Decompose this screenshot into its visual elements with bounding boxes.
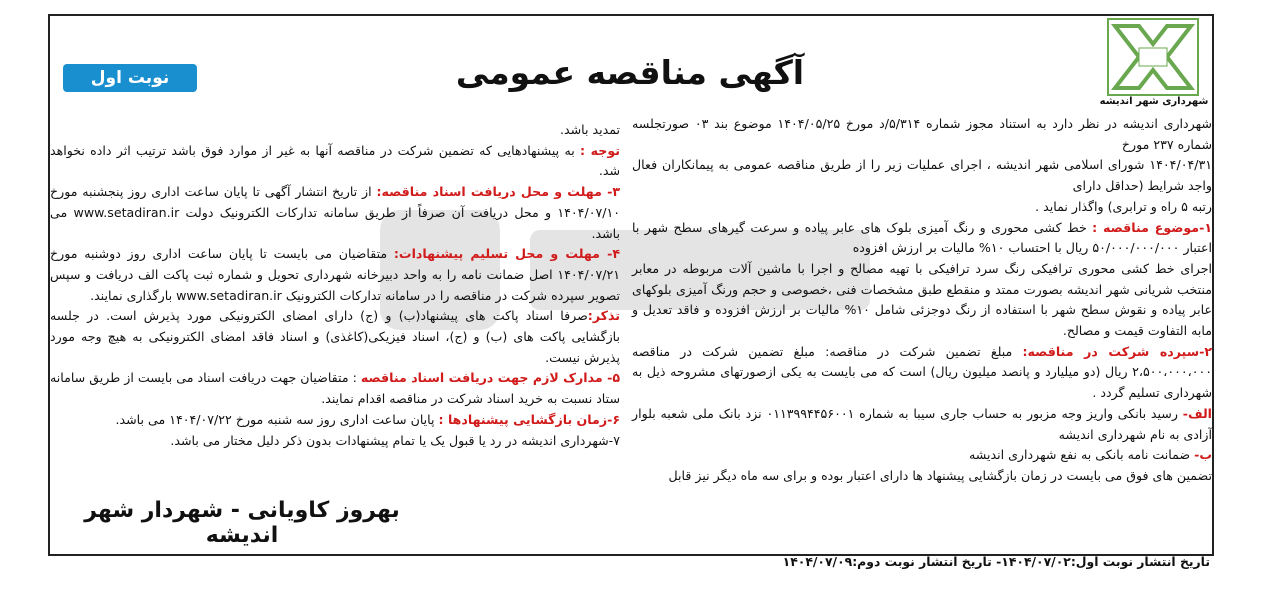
paragraph: تمدید باشد.: [559, 122, 620, 137]
paragraph: رتبه ۵ راه و ترابری) واگذار نماید .: [1035, 198, 1212, 214]
section-text: خط کشی محوری و رنگ آمیزی بلوک های عابر پیاده و سرعت گیرهای سطح شهر با اعتبار ۵۰/۰۰۰/۰۰۰/۰۰۰ ریال با احتساب ۱۰% مالیات بر ارزش افزوده: [632, 219, 1212, 256]
paragraph: [50, 182, 620, 244]
paragraph: [632, 342, 1212, 404]
municipality-logo: [1095, 18, 1213, 114]
section-heading: ۲-سپرده شرکت در مناقصه:: [1022, 343, 1212, 359]
paragraph: شهرداری اندیشه در نظر دارد به استناد مجوز شماره ۵/۳۱۴/د مورخ ۱۴۰۴/۰۵/۲۵ موضوع بند ۰۳ صورتجلسه شماره ۲۳۷ مورخ: [632, 116, 1212, 152]
paragraph: [50, 141, 620, 182]
paragraph: تضمین های فوق می بایست در زمان بازگشایی پیشنهاد ها دارای اعتبار بوده و برای سه ماه دیگر نیز قابل: [668, 467, 1212, 483]
section-text: متقاضیان می بایست تا پایان ساعت اداری روز دوشنبه مورخ ۱۴۰۴/۰۷/۲۱ اصل ضمانت نامه را به واحد دبیرخانه شهرداری تحویل و شماره ثبت پاکت الف دریافت و سپس تصویر سپرده شرکت در مناقصه را در سامانه تدارکات الکترونیک www.setadiran.ir بارگذاری نمایند.: [50, 246, 620, 303]
section-text: به پیشنهادهایی که تضمین شرکت در مناقصه آنها به غیر از موارد فوق باشد ترتیب اثر داده نخواهد شد.: [50, 142, 620, 179]
section-heading: ۶-زمان بازگشایی پیشنهادها :: [438, 411, 620, 427]
section-text: رسید بانکی واریز وجه مزبور به حساب جاری سیبا به شماره ۰۱۱۳۹۹۴۴۵۶۰۰۱ نزد بانک ملی شعبه بلوار آزادی به نام شهرداری اندیشه: [632, 405, 1212, 442]
section-heading: توجه :: [579, 142, 620, 158]
paragraph: [50, 410, 620, 431]
issue-badge: نوبت اول: [63, 64, 197, 92]
paragraph: [50, 244, 620, 306]
section-text: پایان ساعت اداری روز سه شنبه مورخ ۱۴۰۴/۰۷/۲۲ می باشد.: [115, 411, 439, 427]
left-column: [50, 120, 620, 451]
right-column: [632, 114, 1212, 487]
section-text: از تاریخ انتشار آگهی تا پایان ساعت اداری روز پنجشنبه مورخ ۱۴۰۴/۰۷/۱۰ و محل دریافت آن صرفاً از طریق سامانه تدارکات الکترونیک دولت www.setadiran.ir می باشد.: [50, 184, 620, 241]
paragraph: [632, 218, 1212, 259]
paragraph: اجرای خط کشی محوری ترافیکی رنگ سرد ترافیکی با تهیه مصالح و اجرا با ماشین آلات مربوطه در معابر منتخب شریانی شهر اندیشه بصورت ممتد و منقطع طبق مشخصات فنی ،خصوصی و حجم ورنگ آمیزی بلوکهای عابر پیاده و نقوش سطح شهر با استفاده از رنگ دوجزئی شامل ۱۰% مالیات بر ارزش افزوده و فاقد تعدیل و مابه التفاوت قیمت و مصالح.: [632, 260, 1212, 339]
section-heading: تذکر:: [587, 308, 620, 324]
section-heading: ۵- مدارک لازم جهت دریافت اسناد مناقصه: [360, 370, 620, 386]
section-heading: الف-: [1182, 405, 1212, 421]
section-heading: ۱-موضوع مناقصه :: [1092, 219, 1212, 235]
section-text: صرفا اسناد پاکت های پیشنهاد(ب) و (ج) دارای امضای الکترونیکی مورد پذیرش است. در جلسه بازگشایی پاکت های (ب) و (ج)، اسناد فیزیکی(کاغذی) و اسناد فاقد امضای الکترونیکی به هیچ وجه مورد پذیرش نیست.: [50, 308, 620, 365]
logo-emblem-icon: [1107, 18, 1199, 96]
paragraph: [50, 368, 620, 409]
paragraph: ۱۴۰۴/۰۴/۳۱ شورای اسلامی شهر اندیشه ، اجرای عملیات زیر را از طریق مناقصه عمومی به پیمانکاران فعال واجد شرایط (حداقل دارای: [632, 157, 1212, 194]
logo-caption: شهرداری شهر اندیشه: [1099, 96, 1209, 107]
publication-dates: تاریخ انتشار نوبت اول:۱۴۰۴/۰۷/۰۲- تاریخ انتشار نوبت دوم:۱۴۰۴/۰۷/۰۹: [782, 554, 1210, 569]
section-text: مبلغ تضمین شرکت در مناقصه: مبلغ تضمین شرکت در مناقصه ۲،۵۰۰،۰۰۰،۰۰۰ ریال (دو میلیارد و پانصد میلیون ریال) است که می بایست به یکی ازصورتهای مشروحه ذیل به شهرداری تسلیم گردد .: [632, 343, 1212, 401]
paragraph: [50, 306, 620, 368]
notice-title: آگهی مناقصه عمومی: [455, 53, 805, 92]
section-heading: ۴- مهلت و محل تسلیم پیشنهادات:: [393, 246, 621, 262]
section-heading: ۳- مهلت و محل دریافت اسناد مناقصه:: [376, 184, 620, 200]
paragraph: ۷-شهرداری اندیشه در رد یا قبول یک یا تمام پیشنهادات بدون ذکر دلیل مختار می باشد.: [170, 432, 620, 448]
mayor-signature: بهروز کاویانی - شهردار شهر اندیشه: [84, 498, 400, 548]
section-text: : متقاضیان جهت دریافت اسناد می بایست از طریق سامانه ستاد نسبت به خرید اسناد شرکت در مناقصه اقدام نمایند.: [50, 370, 620, 407]
paragraph: [632, 445, 1212, 466]
section-text: ضمانت نامه بانکی به نفع شهرداری اندیشه: [968, 447, 1195, 463]
section-heading: ب-: [1194, 447, 1212, 463]
paragraph: [632, 404, 1212, 445]
